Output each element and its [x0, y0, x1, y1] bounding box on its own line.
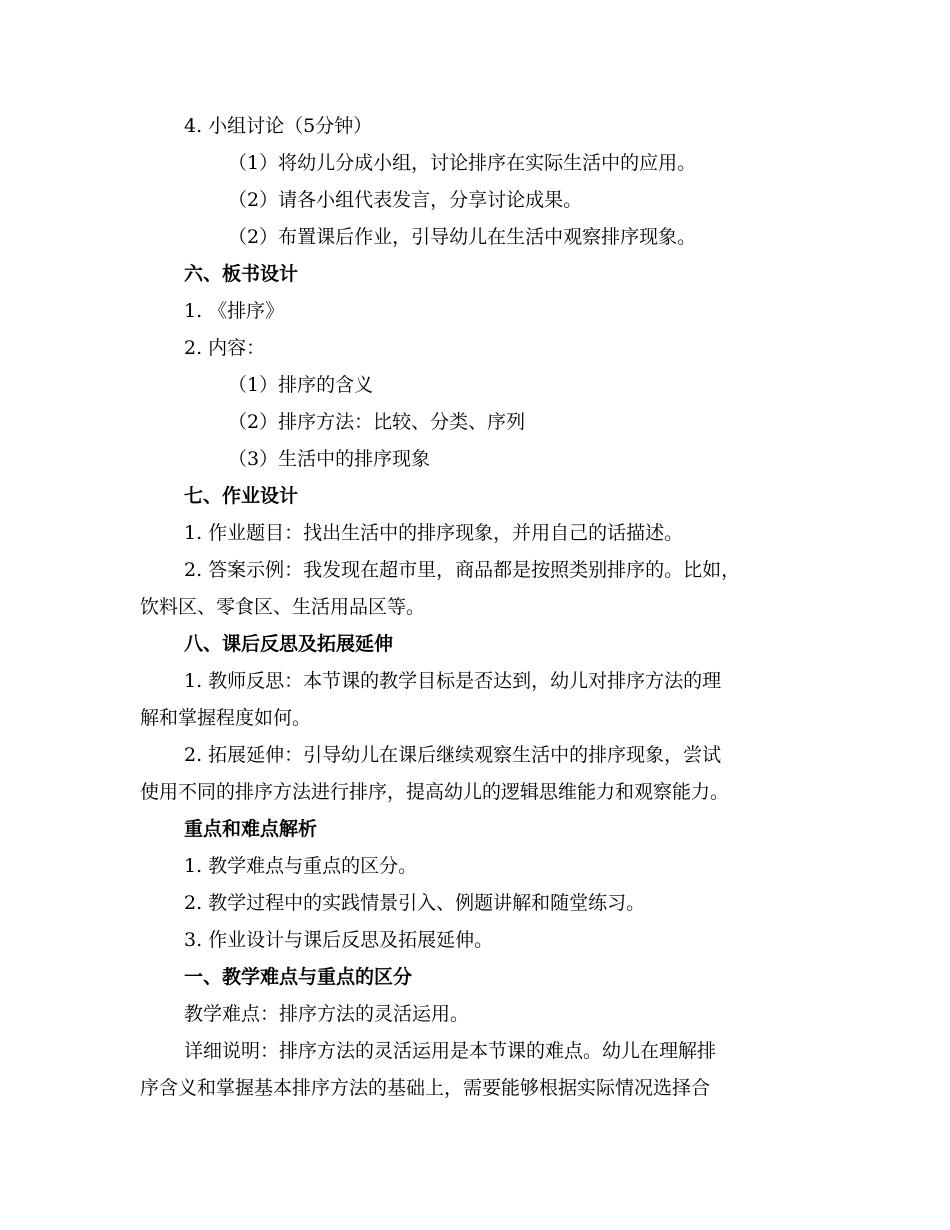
section-heading: 重点和难点解析	[184, 818, 318, 840]
sub-list-item: （2）排序方法：比较、分类、序列	[228, 411, 526, 433]
list-item: 3. 作业设计与课后反思及拓展延伸。	[184, 929, 494, 951]
paragraph: 教学难点：排序方法的灵活运用。	[184, 1003, 470, 1025]
sub-list-item: （1）排序的含义	[228, 374, 374, 396]
section-heading: 八、课后反思及拓展延伸	[184, 633, 394, 655]
section-heading: 七、作业设计	[184, 485, 299, 507]
list-item: 2. 答案示例：我发现在超市里，商品都是按照类别排序的。比如，	[184, 559, 741, 581]
section-heading: 一、教学难点与重点的区分	[184, 966, 413, 988]
sub-list-item: （1）将幼儿分成小组，讨论排序在实际生活中的应用。	[228, 152, 697, 174]
list-item: 1. 作业题目：找出生活中的排序现象，并用自己的话描述。	[184, 522, 684, 544]
list-item: 4. 小组讨论（5分钟）	[184, 115, 373, 137]
paragraph-continuation: 饮料区、零食区、生活用品区等。	[140, 596, 426, 618]
list-item: 1. 教师反思：本节课的教学目标是否达到，幼儿对排序方法的理	[184, 670, 722, 692]
sub-list-item: （2）布置课后作业，引导幼儿在生活中观察排序现象。	[228, 226, 697, 248]
paragraph-continuation: 序含义和掌握基本排序方法的基础上，需要能够根据实际情况选择合	[140, 1077, 711, 1099]
sub-list-item: （2）请各小组代表发言，分享讨论成果。	[228, 189, 583, 211]
sub-list-item: （3）生活中的排序现象	[228, 448, 431, 470]
list-item: 2. 教学过程中的实践情景引入、例题讲解和随堂练习。	[184, 892, 646, 914]
list-item: 2. 内容：	[184, 337, 266, 359]
section-heading: 六、板书设计	[184, 263, 299, 285]
list-item: 2. 拓展延伸：引导幼儿在课后继续观察生活中的排序现象，尝试	[184, 744, 722, 766]
list-item: 1. 《排序》	[184, 300, 285, 322]
list-item: 1. 教学难点与重点的区分。	[184, 855, 418, 877]
paragraph-continuation: 使用不同的排序方法进行排序，提高幼儿的逻辑思维能力和观察能力。	[140, 781, 730, 803]
paragraph: 详细说明：排序方法的灵活运用是本节课的难点。幼儿在理解排	[184, 1040, 717, 1062]
paragraph-continuation: 解和掌握程度如何。	[140, 707, 312, 729]
